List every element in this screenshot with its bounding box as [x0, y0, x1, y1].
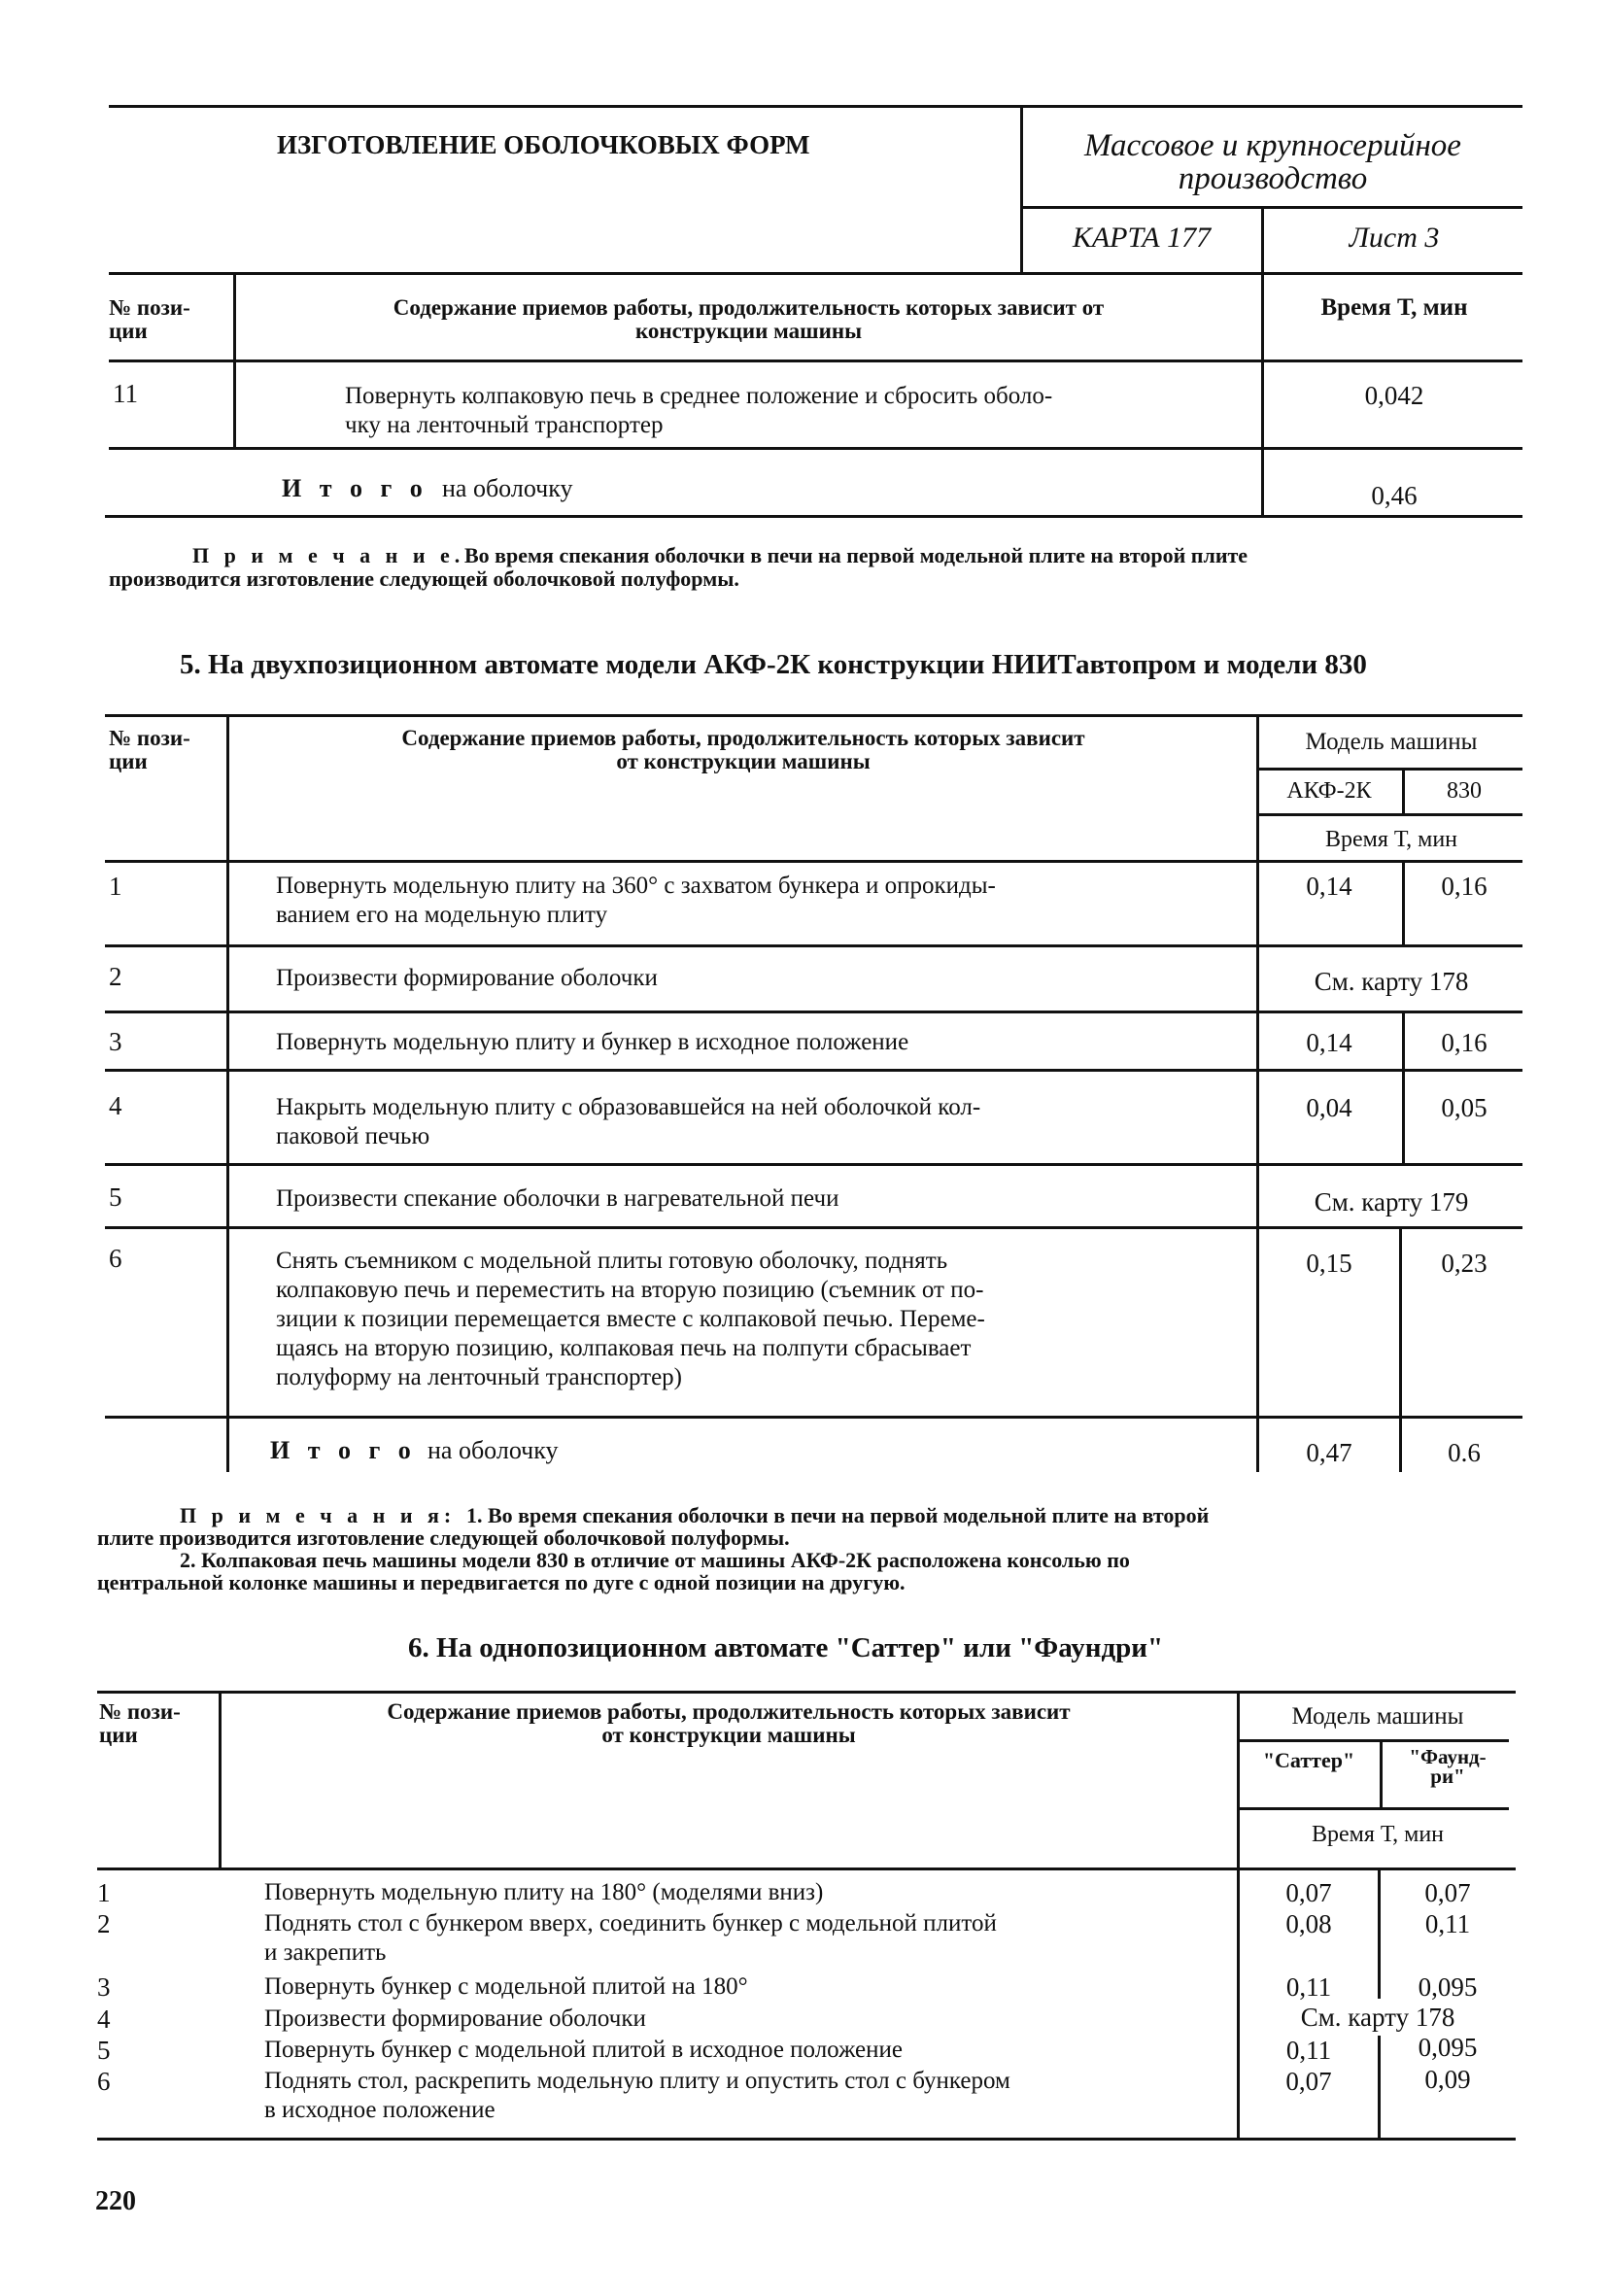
table-6-col-model-1: "Саттер"	[1262, 1748, 1355, 1772]
sheet-number: Лист 3	[1349, 222, 1440, 254]
row-content: Повернуть модельную плиту на 180° (моделями вниз)	[264, 1879, 824, 1905]
row-content: Произвести формирование оболочки	[276, 965, 658, 991]
row-value-1: 0,11	[1285, 1972, 1332, 2002]
row-value-1: 0,14	[1306, 1028, 1352, 1057]
row-position: 1	[97, 1878, 111, 1907]
total-label: И т о г о	[282, 474, 428, 502]
row-position: 6	[97, 2067, 111, 2096]
table-5-col-model: Модель машины	[1305, 729, 1478, 755]
row-position: 2	[97, 1909, 111, 1938]
row-card-reference: См. карту 178	[1314, 967, 1469, 996]
row-card-reference: См. карту 179	[1314, 1187, 1469, 1217]
row-position: 2	[109, 962, 122, 991]
row-content: Повернуть бункер с модельной плитой в исходное положение	[264, 2037, 903, 2063]
row-content: Произвести спекание оболочки в нагревательной печи	[276, 1185, 839, 1212]
table-5-col-position: № пози- ции	[109, 726, 190, 773]
note-line-2: плите производится изготовление следующей оболочковой полуформы.	[97, 1525, 790, 1550]
section-5-title: 5. На двухпозиционном автомате модели АКФ-2К конструкции НИИТавтопром и модели 830	[180, 649, 1367, 680]
row-content: Повернуть модельную плиту на 360° с захватом бункера и опрокиды- ванием его на модельную плиту	[276, 873, 996, 928]
row-value-1: 0,08	[1285, 1909, 1332, 1938]
table-6-col-position: № пози- ции	[99, 1699, 181, 1747]
document-title: ИЗГОТОВЛЕНИЕ ОБОЛОЧКОВЫХ ФОРМ	[277, 130, 810, 159]
row-position: 1	[109, 872, 122, 901]
row-content: Повернуть колпаковую печь в среднее положение и сбросить оболо- чку на ленточный транспортер	[345, 383, 1053, 438]
row-content: Повернуть бункер с модельной плитой на 180°	[264, 1973, 748, 2000]
note-line-1: 1. Во время спекания оболочки в печи на первой модельной плите на второй	[466, 1503, 1210, 1527]
total-suffix: на оболочку	[427, 1436, 559, 1464]
table-5-col-content: Содержание приемов работы, продолжительность которых зависит от конструкции машины	[401, 726, 1085, 773]
total-label: И т о г о	[270, 1436, 417, 1464]
production-type-line2: производство	[1178, 161, 1368, 196]
row-value-1: 0,04	[1306, 1093, 1352, 1122]
production-type-line1: Массовое и крупносерийное	[1084, 128, 1461, 163]
total-value-2: 0.6	[1448, 1438, 1481, 1467]
page-number: 220	[95, 2186, 136, 2216]
row-value-1: 0,07	[1285, 2067, 1332, 2096]
table-6-col-time: Время Т, мин	[1311, 1822, 1445, 1847]
row-value-2: 0,16	[1441, 1028, 1487, 1057]
row-value-2: 0,07	[1424, 1878, 1471, 1907]
table-5-col-time: Время Т, мин	[1324, 827, 1458, 852]
row-value-2: 0,09	[1424, 2065, 1471, 2094]
table-1-col-position: № пози- ции	[109, 295, 190, 343]
row-content: Накрыть модельную плиту с образовавшейся на ней оболочкой кол- паковой печью	[276, 1094, 981, 1149]
note-label: П р и м е ч а н и я:	[180, 1503, 457, 1527]
table-6-col-model-2: "Фаунд- ри"	[1409, 1745, 1487, 1788]
row-content: Поднять стол с бункером вверх, соединить бункер с модельной плитой и закрепить	[264, 1910, 997, 1966]
row-position: 5	[97, 2036, 111, 2065]
row-value-1: 0,15	[1306, 1249, 1352, 1278]
row-value-2: 0,095	[1418, 1972, 1478, 2002]
row-position: 3	[97, 1972, 111, 2002]
card-number: КАРТА 177	[1072, 222, 1212, 254]
row-position: 4	[97, 2005, 111, 2034]
note-line-4: центральной колонке машины и передвигается по дуге с одной позиции на другую.	[97, 1570, 906, 1594]
row-position: 4	[109, 1091, 122, 1120]
table-6-col-content: Содержание приемов работы, продолжительность которых зависит от конструкции машины	[387, 1699, 1071, 1747]
row-position: 3	[109, 1027, 122, 1056]
row-value-1: 0,11	[1285, 2036, 1332, 2065]
note-label: П р и м е ч а н и е.	[192, 543, 465, 567]
row-content: Произвести формирование оболочки	[264, 2005, 646, 2032]
table-5-col-model-1: АКФ-2К	[1286, 778, 1372, 804]
row-value-1: 0,14	[1306, 872, 1352, 901]
row-value-1: 0,07	[1285, 1878, 1332, 1907]
table-1-col-content: Содержание приемов работы, продолжительность которых зависит от конструкции машины	[393, 295, 1105, 343]
row-card-reference: См. карту 178	[1300, 2003, 1455, 2032]
table-5-col-model-2: 830	[1447, 778, 1482, 804]
row-position: 5	[109, 1182, 122, 1212]
row-position: 11	[113, 379, 138, 408]
row-content: Поднять стол, раскрепить модельную плиту и опустить стол с бункером в исходное положение	[264, 2068, 1010, 2123]
row-content: Снять съемником с модельной плиты готовую оболочку, поднять колпаковую печь и переместить на вторую позицию (съемник от по- зиции к позиции перемещается вместе с колпаковой печью. Переме- щаясь на вторую позицию, колпаковая печь на полпути сбрасывает полуформу на ленточный транспортер)	[276, 1248, 985, 1390]
row-value-2: 0,095	[1418, 2033, 1478, 2062]
row-value-2: 0,16	[1441, 872, 1487, 901]
row-value-2: 0,23	[1441, 1249, 1487, 1278]
note-line-3: 2. Колпаковая печь машины модели 830 в отличие от машины АКФ-2К расположена консолью по	[180, 1548, 1130, 1572]
section-6-title: 6. На однопозиционном автомате "Саттер" или "Фаундри"	[408, 1632, 1164, 1663]
table-6-col-model: Модель машины	[1291, 1703, 1464, 1730]
total-suffix: на оболочку	[442, 474, 573, 502]
row-content: Повернуть модельную плиту и бункер в исходное положение	[276, 1029, 909, 1055]
row-position: 6	[109, 1244, 122, 1273]
row-value-2: 0,11	[1424, 1909, 1471, 1938]
note-text-2: производится изготовление следующей оболочковой полуформы.	[109, 566, 739, 591]
table-1-col-time: Время Т, мин	[1320, 294, 1468, 321]
total-value-1: 0,47	[1306, 1438, 1352, 1467]
note-text: Во время спекания оболочки в печи на первой модельной плите на второй плите	[464, 543, 1248, 567]
total-value: 0,46	[1371, 481, 1418, 510]
row-time: 0,042	[1364, 381, 1424, 410]
row-value-2: 0,05	[1441, 1093, 1487, 1122]
